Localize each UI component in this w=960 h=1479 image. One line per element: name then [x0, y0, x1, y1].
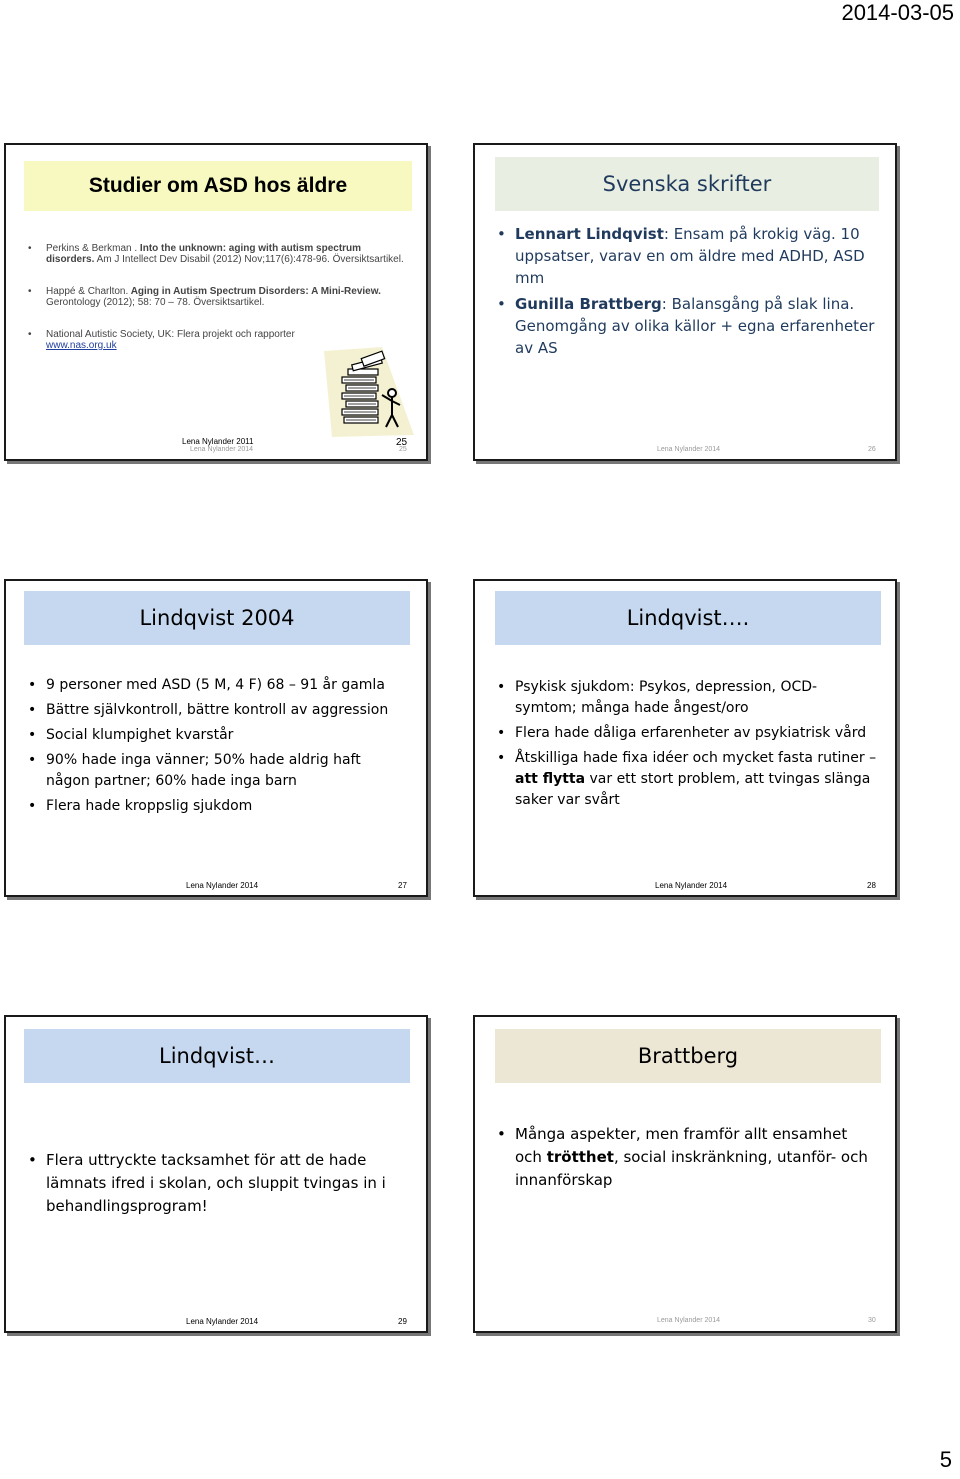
list-item: • Flera uttryckte tacksamhet för att de hade lämnats ifred i skolan, och sluppit tvingas in i behandlingsprogram! [28, 1151, 386, 1215]
slide-footer-author: Lena Nylander 2014 [655, 881, 728, 890]
list-item: • National Autistic Society, UK: Flera projekt och rapporter www.nas.org.uk [28, 329, 295, 351]
bullet-list [495, 677, 877, 811]
slide-28 [473, 579, 897, 897]
slide-25 [4, 143, 428, 461]
list-item: • Lennart Lindqvist: Ensam på krokig väg. 10 uppsatser, varav en om äldre med ADHD, ASD mm [497, 225, 865, 287]
bullet-list [26, 675, 408, 817]
document-date: 2014-03-05 [841, 0, 954, 25]
papers-clipart-icon [322, 345, 422, 441]
slide-title: Studier om ASD hos äldre [24, 161, 412, 211]
list-item: • Bättre självkontroll, bättre kontroll av aggression [28, 702, 389, 718]
slide-footer-author: Lena Nylander 2014 [186, 881, 259, 890]
slide-footer-author: Lena Nylander 2014 [657, 446, 721, 453]
slide-footer-author: Lena Nylander 2014 [657, 1317, 721, 1324]
bullet-list [26, 1149, 408, 1218]
slide-number: 27 [398, 881, 407, 890]
list-item: • Psykisk sjukdom: Psykos, depression, OCD-symtom; många hade ångest/oro [497, 679, 818, 716]
bullet-list [495, 223, 877, 359]
slide-number: 29 [398, 1317, 407, 1326]
slide-footer-author: Lena Nylander 2011 [182, 437, 254, 446]
slide-number: 25 [396, 437, 408, 448]
slide-number-faint: 25 [399, 446, 407, 453]
nas-link[interactable]: www.nas.org.uk [46, 340, 117, 351]
list-item: • Flera hade kroppslig sjukdom [28, 798, 253, 814]
slide-title: Lindqvist… [24, 1029, 410, 1083]
slide-26 [473, 143, 897, 461]
slide-27 [4, 579, 428, 897]
slide-footer-author: Lena Nylander 2014 [186, 1317, 259, 1326]
list-item: • Social klumpighet kvarstår [28, 727, 234, 743]
slide-29 [4, 1015, 428, 1333]
slide-number: 30 [868, 1317, 876, 1324]
slide-30 [473, 1015, 897, 1333]
list-item: • Perkins & Berkman . Into the unknown: aging with autism spectrum disorders. Am J Intellect Dev Disabil (2012) Nov;117(6):478-96. Översiktsartikel. [28, 243, 404, 265]
list-item: • 90% hade inga vänner; 50% hade aldrig haft någon partner; 60% hade inga barn [28, 752, 361, 789]
list-item: • Gunilla Brattberg: Balansgång på slak lina. Genomgång av olika källor + egna erfarenheter av AS [497, 295, 875, 357]
slide-number: 28 [867, 881, 876, 890]
slide-title: Lindqvist…. [495, 591, 881, 645]
slide-title: Brattberg [495, 1029, 881, 1083]
list-item: • Åtskilliga hade fixa idéer och mycket fasta rutiner – att flytta var ett stort problem, att tvingas slänga saker var svårt [497, 750, 877, 808]
slide-title: Lindqvist 2004 [24, 591, 410, 645]
list-item: • Happé & Charlton. Aging in Autism Spectrum Disorders: A Mini-Review. Gerontology (2012); 58: 70 – 78. Översiktsartikel. [28, 286, 381, 308]
slide-footer-author-faint: Lena Nylander 2014 [190, 446, 254, 453]
slide-title: Svenska skrifter [495, 157, 879, 211]
slide-number: 26 [868, 446, 876, 453]
list-item: • 9 personer med ASD (5 M, 4 F) 68 – 91 år gamla [28, 677, 385, 693]
list-item: • Många aspekter, men framför allt ensamhet och trötthet, social inskränkning, utanför- och innanförskap [497, 1125, 868, 1189]
bullet-list [26, 243, 408, 351]
list-item: • Flera hade dåliga erfarenheter av psykiatrisk vård [497, 725, 867, 741]
page-number: 5 [939, 1447, 952, 1472]
bullet-list [495, 1123, 877, 1192]
